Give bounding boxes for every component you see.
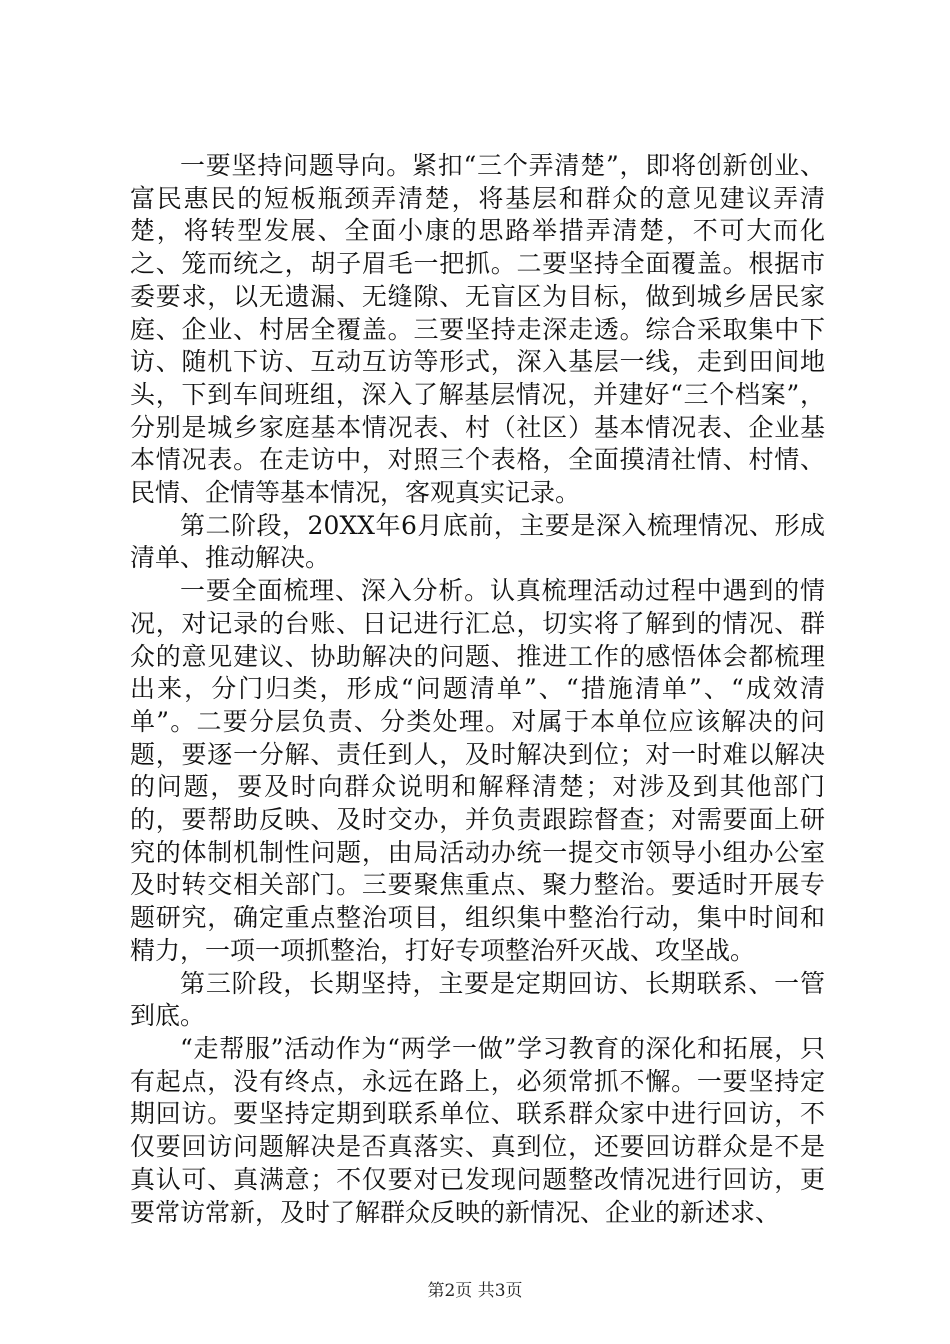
paragraph-1: 一要坚持问题导向。紧扣“三个弄清楚”，即将创新创业、富民惠民的短板瓶颈弄清楚，将基层和群众的意见建议弄清楚，将转型发展、全面小康的思路举措弄清楚，不可大而化之、笼而统之，胡子眉毛一把抓。二要坚持全面覆盖。根据市委要求，以无遗漏、无缝隙、无盲区为目标，做到城乡居民家庭、企业、村居全覆盖。三要坚持走深走透。综合采取集中下访、随机下访、互动互访等形式，深入基层一线，走到田间地头，下到车间班组，深入了解基层情况，并建好“三个档案”，分别是城乡家庭基本情况表、村（社区）基本情况表、企业基本情况表。在走访中，对照三个表格，全面摸清社情、村情、民情、企情等基本情况，客观真实记录。: [130, 151, 825, 508]
paragraph-4: 第三阶段，长期坚持，主要是定期回访、长期联系、一管到底。: [130, 968, 825, 1031]
paragraph-2: 第二阶段，20XX年6月底前，主要是深入梳理情况、形成清单、推动解决。: [130, 510, 825, 573]
paragraph-3: 一要全面梳理、深入分析。认真梳理活动过程中遇到的情况，对记录的台账、日记进行汇总，切实将了解到的情况、群众的意见建议、协助解决的问题、推进工作的感悟体会都梳理出来，分门归类，形成“问题清单”、“措施清单”、“成效清单”。二要分层负责、分类处理。对属于本单位应该解决的问题，要逐一分解、责任到人，及时解决到位；对一时难以解决的问题，要及时向群众说明和解释清楚；对涉及到其他部门的，要帮助反映、及时交办，并负责跟踪督查；对需要面上研究的体制机制性问题，由局活动办统一提交市领导小组办公室及时转交相关部门。三要聚焦重点、聚力整治。要适时开展专题研究，确定重点整治项目，组织集中整治行动，集中时间和精力，一项一项抓整治，打好专项整治歼灭战、攻坚战。: [130, 576, 825, 965]
page-number-footer: 第2页 共3页: [427, 1281, 523, 1301]
body-text: [130, 150, 825, 1229]
paragraph-5: “走帮服”活动作为“两学一做”学习教育的深化和拓展，只有起点，没有终点，永远在路上，必须常抓不懈。一要坚持定期回访。要坚持定期到联系单位、联系群众家中进行回访，不仅要回访问题解决是否真落实、真到位，还要回访群众是不是真认可、真满意；不仅要对已发现问题整改情况进行回访，更要常访常新，及时了解群众反映的新情况、企业的新述求、: [130, 1033, 825, 1227]
